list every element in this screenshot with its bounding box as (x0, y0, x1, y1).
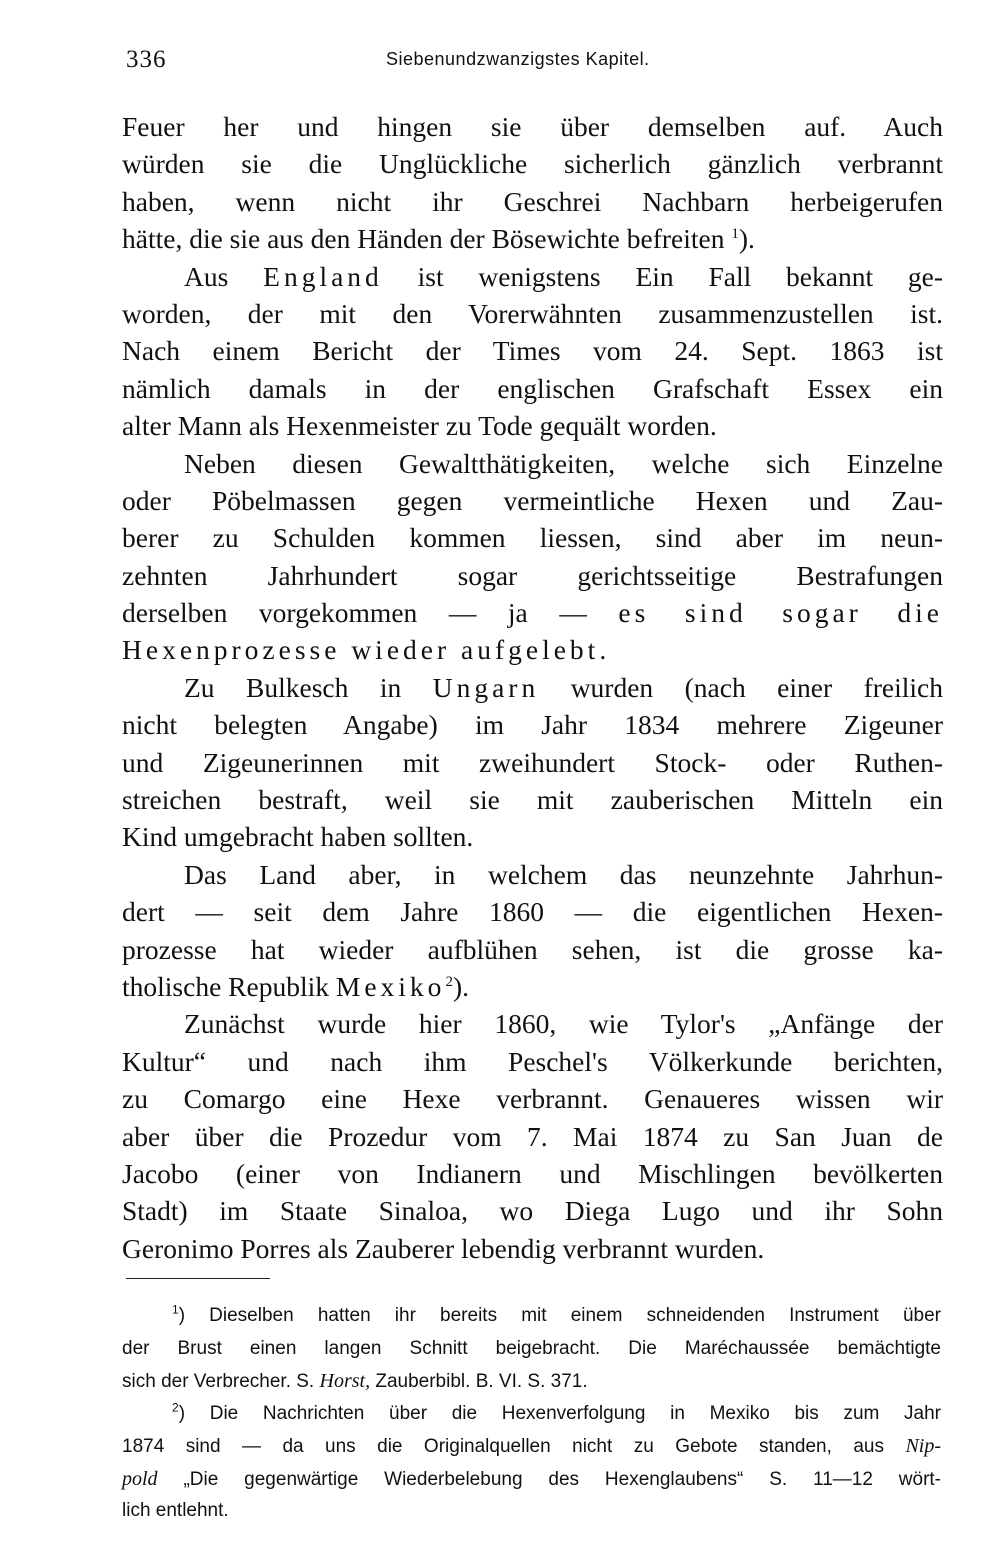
text-line: Aus England ist wenigstens Ein Fall bekannt ge- (184, 260, 944, 292)
text-line: Stadt) im Staate Sinaloa, wo Diega Lugo und ihr Sohn (122, 1195, 943, 1227)
text-line: zehnten Jahrhundert sogar gerichtsseitige Bestrafungen (122, 559, 943, 591)
text-line: Zunächst wurde hier 1860, wie Tylor's „Anfänge der (184, 1008, 943, 1040)
author-name: Horst, (319, 1370, 371, 1392)
text-line: hätte, die sie aus den Händen der Bösewichte befreiten $^1$). (122, 223, 755, 255)
footnote-line: 1874 sind — da uns die Originalquellen nicht zu Gebote standen, aus Nip- (122, 1435, 941, 1457)
text-line: aber über die Prozedur vom 7. Mai 1874 zu San Juan de (122, 1120, 943, 1152)
text-line: zu Comargo eine Hexe verbrannt. Genaueres wissen wir (122, 1083, 943, 1115)
author-name: Nip- (905, 1435, 941, 1457)
text-line: streichen bestraft, weil sie mit zauberischen Mitteln ein (122, 784, 943, 816)
text-line: würden sie die Unglückliche sicherlich gänzlich verbrannt (122, 148, 943, 180)
emphasis-spaced: England (263, 260, 383, 292)
text-line: und Zigeunerinnen mit zweihundert Stock- oder Ruthen- (122, 746, 943, 778)
footnote-ref-1: 1 (731, 226, 739, 243)
footnote-ref-2: 2 (445, 973, 453, 990)
text-line: tholische Republik Mexiko$^2$). (122, 970, 469, 1002)
text-line: berer zu Schulden kommen liessen, sind aber im neun- (122, 522, 943, 554)
text-line: prozesse hat wieder aufblühen sehen, ist die grosse ka- (122, 933, 943, 965)
body-text (122, 108, 943, 1267)
footnote-line: $^2$) Die Nachrichten über die Hexenverfolgung in Mexiko bis zum Jahr (172, 1400, 941, 1424)
text-line: Zu Bulkesch in Ungarn wurden (nach einer freilich (184, 671, 944, 703)
emphasis-spaced: es sind sogar die (618, 597, 943, 629)
text-line: Nach einem Bericht der Times vom 24. Sept. 1863 ist (122, 335, 943, 367)
author-name: pold (122, 1467, 158, 1490)
footnote-line: $^1$) Dieselben hatten ihr bereits mit einem schneidenden Instrument über (172, 1302, 941, 1326)
text-line: Kind umgebracht haben sollten. (122, 821, 474, 853)
text-line: Geronimo Porres als Zauberer lebendig verbrannt wurden. (122, 1232, 765, 1264)
footnote-line: sich der Verbrecher. S. Horst, Zauberbibl. B. VI. S. 371. (122, 1370, 588, 1392)
text-line: Neben diesen Gewaltthätigkeiten, welche sich Einzelne (184, 447, 943, 479)
footnote-line: lich entlehnt. (122, 1500, 229, 1521)
text-line: Jacobo (einer von Indianern und Mischlingen bevölkerten (122, 1157, 943, 1189)
running-title: Siebenundzwanzigstes Kapitel. (386, 49, 650, 69)
text-line: alter Mann als Hexenmeister zu Tode gequält worden. (122, 410, 717, 442)
text-line: derselben vorgekommen — ja — es sind sogar die (122, 597, 943, 629)
text-line: nicht belegten Angabe) im Jahr 1834 mehrere Zigeuner (122, 709, 943, 741)
text-line: dert — seit dem Jahre 1860 — die eigentlichen Hexen- (122, 896, 943, 928)
emphasis-spaced: Mexiko (335, 970, 446, 1002)
text-line: Kultur“ und nach ihm Peschel's Völkerkunde berichten, (122, 1045, 943, 1077)
footnote-marker-2: 2 (172, 1400, 179, 1415)
text-line: oder Pöbelmassen gegen vermeintliche Hexen und Zau- (122, 484, 943, 516)
text-line: Feuer her und hingen sie über demselben auf. Auch (122, 111, 943, 142)
footnote-marker-1: 1 (172, 1302, 179, 1317)
page-number: 336 (126, 46, 167, 73)
text-line (122, 631, 943, 668)
text-line: haben, wenn nicht ihr Geschrei Nachbarn herbeigerufen (122, 185, 943, 217)
text-line: nämlich damals in der englischen Grafschaft Essex ein (122, 372, 943, 404)
footnote-line: der Brust einen langen Schnitt beigebracht. Die Maréchaussée bemächtigte (122, 1337, 941, 1359)
text-line: Das Land aber, in welchem das neunzehnte Jahrhun- (184, 858, 943, 890)
text-line: worden, der mit den Vorerwähnten zusammenzustellen ist. (122, 297, 943, 329)
footnote-line: pold „Die gegenwärtige Wiederbelebung des Hexenglaubens“ S. 11—12 wört- (122, 1467, 941, 1490)
footnote-separator (126, 1278, 270, 1279)
page-header (126, 46, 946, 76)
emphasis-spaced: Hexenprozesse wieder aufgelebt. (122, 634, 611, 666)
emphasis-spaced: Ungarn (432, 671, 540, 703)
footnotes (122, 1300, 941, 1528)
